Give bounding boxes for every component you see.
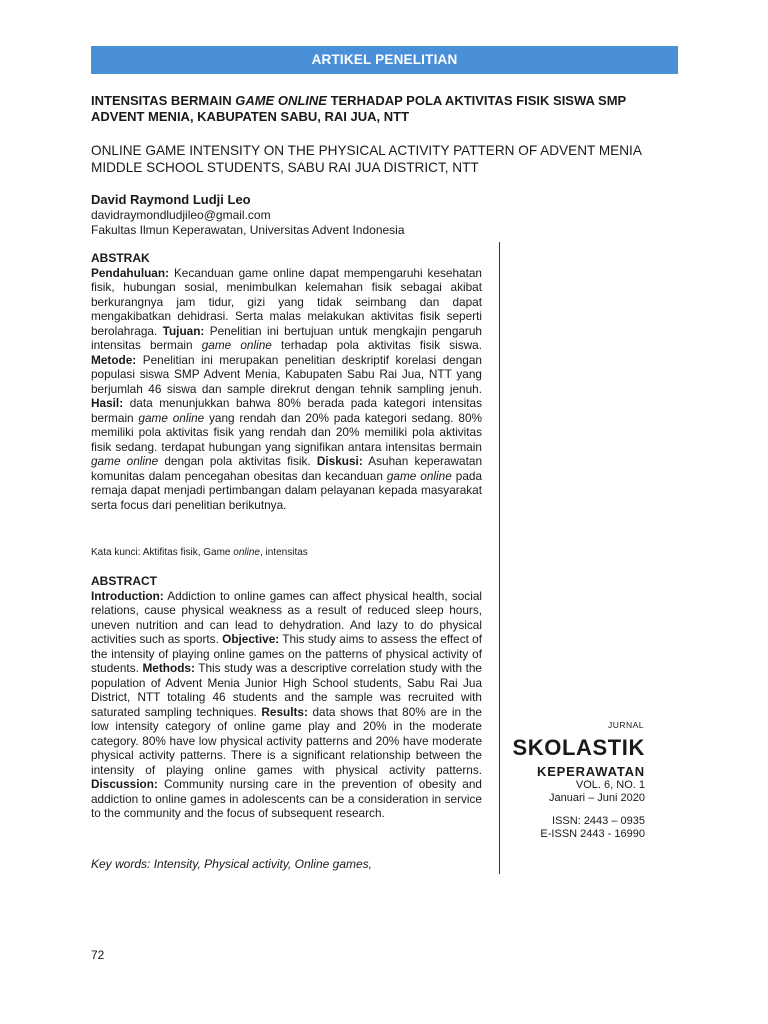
journal-name: SKOLASTIK [512, 735, 645, 760]
article-title [91, 93, 681, 125]
diskusi-text-a: Asuhan keperawatan komunitas dalam pencegahan obesitas dan kecanduan [91, 454, 483, 483]
journal-subtitle: KEPERAWATAN [537, 764, 645, 779]
methods-text: This study was a descriptive correlation study with the population of Advent Menia Junior High School students, Sabu Rai Jua District, NTT totaling 46 students and the sample was recruited with saturated sampling techniques. [91, 661, 482, 719]
discussion-label: Discussion: [91, 777, 158, 791]
tujuan-text-b: terhadap pola aktivitas fisik siswa. [271, 338, 483, 352]
journal-label: JURNAL [607, 720, 644, 730]
hasil-text-c: dengan pola aktivitas fisik. [158, 454, 317, 468]
kata-kunci-before: Kata kunci: Aktifitas fisik, Game [91, 547, 234, 558]
page-number: 72 [91, 948, 105, 962]
hasil-italic-b: game online [91, 454, 159, 468]
tujuan-italic: game online [201, 338, 272, 352]
journal-info [500, 720, 645, 841]
abstrak-section [91, 251, 482, 512]
discussion-text: Community nursing care in the prevention of obesity and addiction to online games in adolescents can be a consideration in service to the community and the focus of subsequent research. [91, 777, 482, 820]
diskusi-text-b: pada remaja dapat menjadi pertimbangan dalam pelayanan kepada masyarakat serta focus dari penelitian berikutnya. [91, 468, 482, 512]
metode-label: Metode: [91, 352, 137, 367]
tujuan-label: Tujuan: [162, 323, 205, 338]
abstrak-heading: ABSTRAK [91, 251, 150, 265]
results-label: Results: [261, 704, 308, 719]
kata-kunci-after: , intensitas [259, 547, 308, 558]
objective-text: This study aims to assess the effect of the intensity of playing online games on the patterns of physical activity of students. [91, 632, 483, 675]
methods-label: Methods: [142, 661, 195, 675]
hasil-text-a: data menunjukkan bahwa 80% berada pada kategori intensitas bermain [91, 396, 482, 425]
kata-kunci [91, 547, 482, 558]
tujuan-text-a: Penelitian ini bertujuan untuk mengkajin pengaruh intensitas bermain [91, 323, 482, 352]
abstract-section [91, 574, 482, 821]
article-type-banner: ARTIKEL PENELITIAN [91, 46, 678, 74]
hasil-label: Hasil: [91, 396, 124, 410]
introduction-label: Introduction: [91, 588, 164, 603]
metode-text: Penelitian ini merupakan penelitian deskriptif korelasi dengan populasi siswa SMP Advent Menia, Kabupaten Sabu Rai Jua, NTT yang berjumlah 46 siswa dan sample direkrut dengan tehnik sampling jenuh. [91, 352, 482, 396]
results-text: data shows that 80% are in the low intensity category of online game play and 20% in the moderate category. 80% have low physical activity patterns and 20% have moderate physical activity patterns. There is a significant relationship between the intensity of playing online games with physical activity patterns. [91, 704, 482, 777]
author-email: davidraymondludjileo@gmail.com [91, 208, 271, 222]
hasil-text-b: yang rendah dan 20% pada kategori sedang. 80% memiliki pola aktivitas fisik yang rendah dan 20% memiliki pola aktivitas fisik sedang. terdapat hubungan yang signifikan antara intensitas bermain [91, 410, 482, 454]
title-part-2: TERHADAP POLA AKTIVITAS FISIK SISWA SMP ADVENT MENIA, KABUPATEN SABU, RAI JUA, NTT [91, 93, 626, 124]
hasil-italic-a: game online [138, 410, 205, 425]
journal-volume: VOL. 6, NO. 1 [575, 779, 645, 791]
journal-issn: ISSN: 2443 – 0935 [552, 815, 645, 827]
journal-eissn: E-ISSN 2443 - 16990 [540, 828, 645, 840]
introduction-text: Addiction to online games can affect physical health, social relations, cause physical weakness as a result of reduced sleep hours, uneven nutrition and can lead to dehydration. And lazy to do physical activities such as sports. [91, 588, 482, 646]
article-subtitle: ONLINE GAME INTENSITY ON THE PHYSICAL ACTIVITY PATTERN OF ADVENT MENIA MIDDLE SCHOOL STUDENTS, SABU RAI JUA DISTRICT, NTT [91, 143, 642, 175]
abstract-heading: ABSTRACT [91, 574, 157, 588]
kata-kunci-italic: online [233, 547, 260, 558]
pendahuluan-label: Pendahuluan: [91, 265, 169, 280]
keywords: Key words: Intensity, Physical activity, Online games, [91, 857, 372, 871]
pendahuluan-text: Kecanduan game online dapat mempengaruhi kesehatan fisik, hubungan sosial, menimbulkan kelemahan fisik sebagai akibat berkurangnya jam tidur, gizi yang tidak seimbang dan dapat mengakibatkan dehidrasi. Serta malas melakukan aktivitas fisik seperti berolahraga. [91, 265, 482, 338]
journal-period: Januari – Juni 2020 [548, 792, 645, 804]
title-italic: GAME ONLINE [235, 93, 327, 108]
author-name: David Raymond Ludji Leo [91, 192, 251, 207]
objective-label: Objective: [222, 632, 280, 646]
title-part-1: INTENSITAS BERMAIN [91, 93, 236, 108]
author-affiliation: Fakultas Ilmun Keperawatan, Universitas Advent Indonesia [91, 223, 405, 237]
diskusi-italic: game online [386, 468, 452, 483]
diskusi-label: Diskusi: [316, 454, 363, 468]
